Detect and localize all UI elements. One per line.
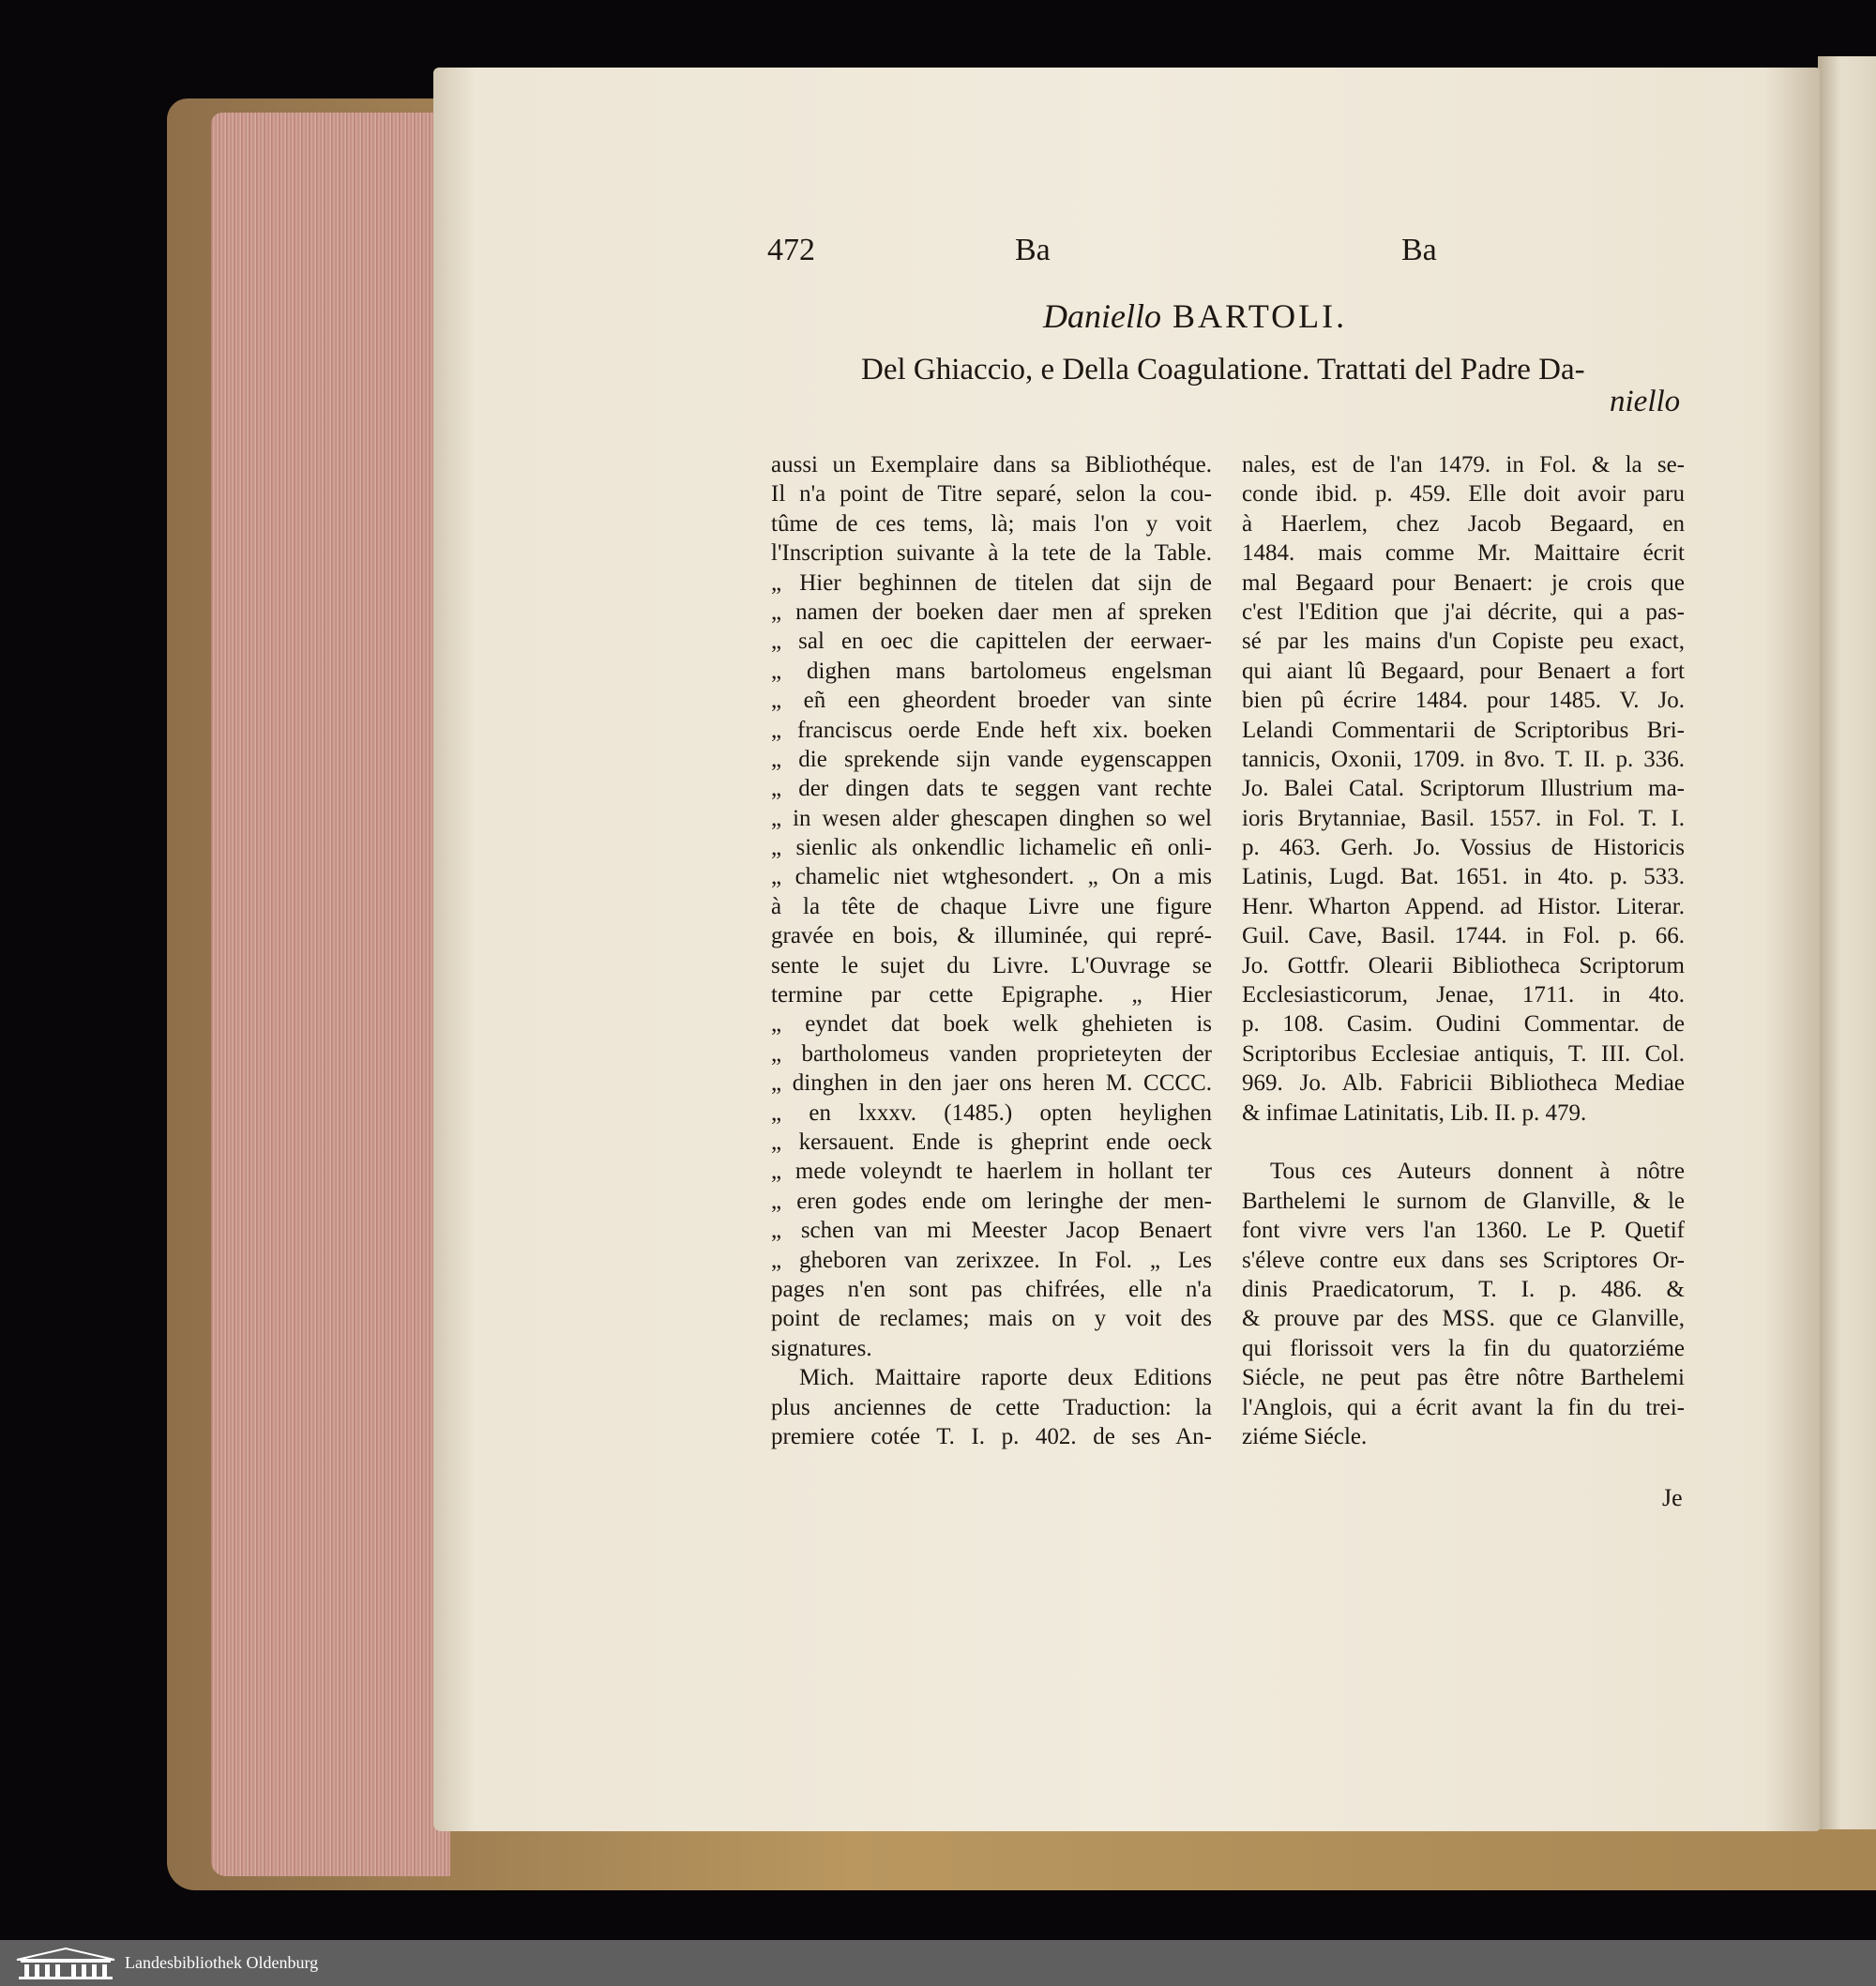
text-line: premiere cotée T. I. p. 402. de ses An- [771,1423,1212,1449]
text-line: „ eren godes ende om leringhe der men- [771,1188,1212,1214]
text-line: Jo. Gottfr. Olearii Bibliotheca Scriptorum [1242,952,1685,978]
text-line: Barthelemi le surnom de Glanville, & le [1242,1188,1685,1214]
text-line: ioris Brytanniae, Basil. 1557. in Fol. T. I. [1242,805,1685,831]
text-line: bien pû écrire 1484. pour 1485. V. Jo. [1242,688,1685,714]
text-line: Il n'a point de Titre separé, selon la cou- [771,481,1212,508]
text-line: Siécle, ne peut pas être nôtre Barthelemi [1242,1365,1685,1391]
running-head-left: Ba [1015,233,1051,267]
text-line: „ kersauent. Ende is gheprint ende oeck [771,1129,1212,1155]
text-line: sente le sujet du Livre. L'Ouvrage se [771,952,1212,978]
work-title: Del Ghiaccio, e Della Coagulatione. Trattati del Padre Da- [861,353,1585,387]
text-line: „ eyndet dat boek welk ghehieten is [771,1011,1212,1038]
left-column [771,450,1212,1451]
library-building-icon [15,1947,116,1980]
text-line: 1484. mais comme Mr. Maittaire écrit [1242,540,1685,567]
text-line: & prouve par des MSS. que ce Glanville, [1242,1306,1685,1332]
text-line: l'Inscription suivante à la tete de la Table. [771,540,1212,567]
text-line: aussi un Exemplaire dans sa Bibliothéque. [771,452,1212,478]
text-line: „ in wesen alder ghescapen dinghen so wel [771,805,1212,831]
text-line: Lelandi Commentarii de Scriptoribus Bri- [1242,717,1685,743]
work-title-continuation: niello [1610,385,1681,418]
text-line: Guil. Cave, Basil. 1744. in Fol. p. 66. [1242,923,1685,949]
text-line: „ dighen mans bartolomeus engelsman [771,658,1212,684]
text-line: „ en lxxxv. (1485.) opten heylighen [771,1099,1212,1126]
author-surname: BARTOLI. [1172,297,1348,335]
text-line: p. 108. Casim. Oudini Commentar. de [1242,1011,1685,1038]
text-line: gravée en bois, & illuminée, qui repré- [771,923,1212,949]
text-line: Jo. Balei Catal. Scriptorum Illustrium ma- [1242,776,1685,802]
text-line: 969. Jo. Alb. Fabricii Bibliotheca Mediae [1242,1070,1685,1097]
text-line: tûme de ces tems, là; mais l'on y voit [771,510,1212,537]
text-line: font vivre vers l'an 1360. Le P. Quetif [1242,1218,1685,1244]
text-line: qui florissoit vers la fin du quatorziéme [1242,1335,1685,1361]
text-line: „ mede voleyndt te haerlem in hollant ter [771,1159,1212,1185]
author-given-name: Daniello [1043,297,1161,335]
text-line: „ namen der boeken daer men af spreken [771,599,1212,625]
text-line: sé par les mains d'un Copiste peu exact, [1242,629,1685,655]
text-line: qui aiant lû Begaard, pour Benaert a fort [1242,658,1685,684]
text-line: l'Anglois, qui a écrit avant la fin du trei- [1242,1394,1685,1420]
text-line: Tous ces Auteurs donnent à nôtre [1270,1159,1685,1185]
running-head-right: Ba [1401,233,1437,267]
text-line: „ bartholomeus vanden proprieteyten der [771,1040,1212,1067]
text-line: s'éleve contre eux dans ses Scriptores Or- [1242,1247,1685,1273]
facing-page-edge [1818,56,1876,1829]
text-line: ziéme Siécle. [1242,1423,1368,1449]
page-block-edge [211,113,450,1876]
text-line: signatures. [771,1335,872,1361]
text-line: & infimae Latinitatis, Lib. II. p. 479. [1242,1099,1587,1126]
text-line: „ der dingen dats te seggen vant rechte [771,776,1212,802]
text-line: „ dinghen in den jaer ons heren M. CCCC. [771,1070,1212,1097]
text-line: conde ibid. p. 459. Elle doit avoir paru [1242,481,1685,508]
right-column [1242,450,1685,1451]
text-line: p. 463. Gerh. Jo. Vossius de Historicis [1242,835,1685,861]
paragraph-gap [1242,1128,1685,1157]
text-line: dinis Praedicatorum, T. I. p. 486. & [1242,1276,1685,1302]
text-line: à Haerlem, chez Jacob Begaard, en [1242,510,1685,537]
catchword: Je [1662,1484,1683,1511]
text-line: Latinis, Lugd. Bat. 1651. in 4to. p. 533. [1242,864,1685,890]
text-line: „ chamelic niet wtghesondert. „ On a mis [771,864,1212,890]
page-number: 472 [767,233,815,267]
text-line: plus anciennes de cette Traduction: la [771,1394,1212,1420]
text-line: Scriptoribus Ecclesiae antiquis, T. III. Col. [1242,1040,1685,1067]
footer-bar [0,1940,1876,1986]
text-line: pages n'en sont pas chifrées, elle n'a [771,1276,1212,1302]
text-line: „ franciscus oerde Ende heft xix. boeken [771,717,1212,743]
text-line: „ schen van mi Meester Jacop Benaert [771,1218,1212,1244]
text-line: „ gheboren van zerixzee. In Fol. „ Les [771,1247,1212,1273]
text-line: c'est l'Edition que j'ai décrite, qui a pas- [1242,599,1685,625]
library-name[interactable]: Landesbibliothek Oldenburg [125,1953,319,1972]
text-line: „ Hier beghinnen de titelen dat sijn de [771,569,1212,596]
text-line: „ die sprekende sijn vande eygenscappen [771,746,1212,772]
text-line: mal Begaard pour Benaert: je crois que [1242,569,1685,596]
text-line: „ sienlic als onkendlic lichamelic eñ onli- [771,835,1212,861]
text-line: Mich. Maittaire raporte deux Editions [799,1365,1212,1391]
text-line: nales, est de l'an 1479. in Fol. & la se- [1242,452,1685,478]
text-line: Ecclesiasticorum, Jenae, 1711. in 4to. [1242,982,1685,1008]
text-line: „ sal en oec die capittelen der eerwaer- [771,629,1212,655]
text-line: Henr. Wharton Append. ad Histor. Literar. [1242,893,1685,919]
text-line: à la tête de chaque Livre une figure [771,893,1212,919]
text-line: point de reclames; mais on y voit des [771,1306,1212,1332]
text-line: „ eñ een gheordent broeder van sinte [771,688,1212,714]
entry-author [1043,296,1418,336]
text-line: tannicis, Oxonii, 1709. in 8vo. T. II. p. 336. [1242,746,1685,772]
text-line: termine par cette Epigraphe. „ Hier [771,982,1212,1008]
